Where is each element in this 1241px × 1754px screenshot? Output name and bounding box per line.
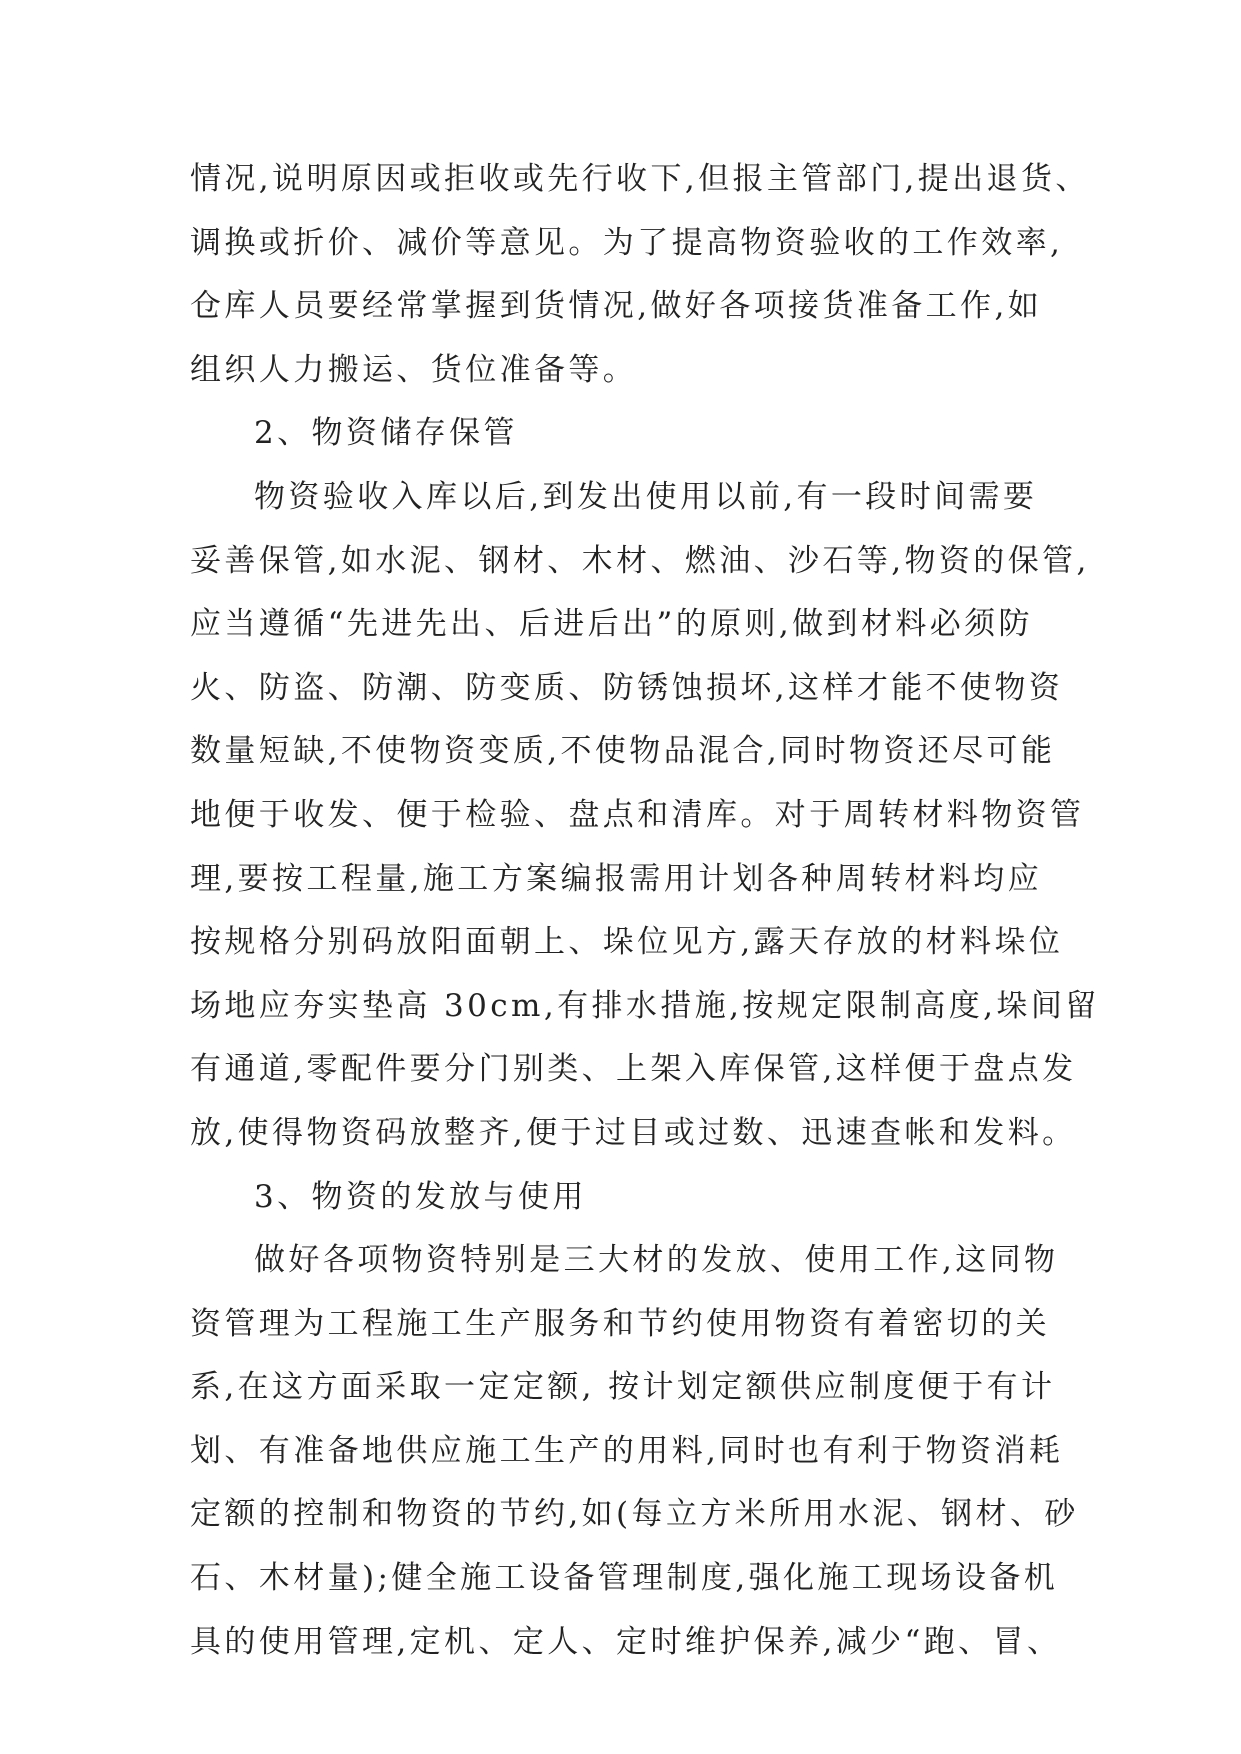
text-line: 情况,说明原因或拒收或先行收下,但报主管部门,提出退货、 xyxy=(190,161,1090,197)
body-text xyxy=(190,148,1100,1674)
text-line: 具的使用管理,定机、定人、定时维护保养,减少“跑、冒、 xyxy=(190,1623,1062,1660)
text-line: 数量短缺,不使物资变质,不使物品混合,同时物资还尽可能 xyxy=(190,733,1056,770)
text-line: 做好各项物资特别是三大材的发放、使用工作,这同物 xyxy=(254,1242,1059,1279)
text-line: 划、有准备地供应施工生产的用料,同时也有利于物资消耗 xyxy=(190,1432,1064,1469)
text-line: 放,使得物资码放整齐,便于过目或过数、迅速查帐和发料。 xyxy=(190,1114,1077,1151)
text-line: 物资验收入库以后,到发出使用以前,有一段时间需要 xyxy=(254,478,1038,515)
text-line: 理,要按工程量,施工方案编报需用计划各种周转材料均应 xyxy=(190,860,1043,897)
text-line: 场地应夯实垫高 30cm,有排水措施,按规定限制高度,垛间留 xyxy=(190,987,1100,1024)
text-line: 资管理为工程施工生产服务和节约使用物资有着密切的关 xyxy=(190,1305,1050,1342)
text-line: 2、物资储存保管 xyxy=(254,415,518,452)
text-line: 应当遵循“先进先出、后进后出”的原则,做到材料必须防 xyxy=(190,606,1033,643)
text-line: 按规格分别码放阳面朝上、垛位见方,露天存放的材料垛位 xyxy=(190,924,1064,961)
text-line: 仓库人员要经常掌握到货情况,做好各项接货准备工作,如 xyxy=(190,288,1043,325)
text-line: 组织人力搬运、货位准备等。 xyxy=(190,351,638,388)
text-line: 定额的控制和物资的节约,如(每立方米所用水泥、钢材、砂 xyxy=(190,1496,1079,1533)
text-line: 有通道,零配件要分门别类、上架入库保管,这样便于盘点发 xyxy=(190,1051,1077,1088)
text-line: 地便于收发、便于检验、盘点和清库。对于周转材料物资管 xyxy=(190,796,1085,833)
text-line: 石、木材量);健全施工设备管理制度,强化施工现场设备机 xyxy=(190,1560,1059,1597)
text-line: 系,在这方面采取一定定额, 按计划定额供应制度便于有计 xyxy=(190,1369,1056,1406)
text-line: 3、物资的发放与使用 xyxy=(254,1178,587,1215)
text-line: 火、防盗、防潮、防变质、防锈蚀损坏,这样才能不使物资 xyxy=(190,669,1064,706)
text-line: 调换或折价、减价等意见。为了提高物资验收的工作效率, xyxy=(190,224,1064,261)
text-line: 妥善保管,如水泥、钢材、木材、燃油、沙石等,物资的保管, xyxy=(190,542,1090,579)
